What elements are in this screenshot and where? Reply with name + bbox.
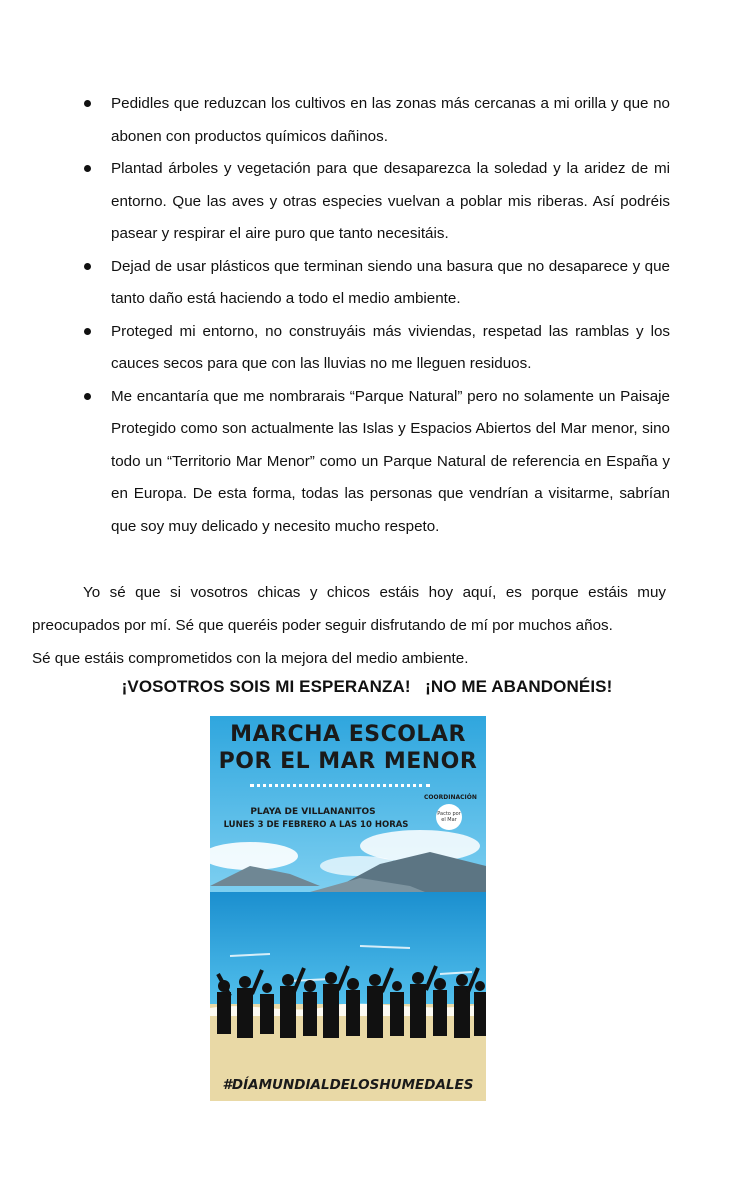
list-item [80,381,670,544]
closing-paragraph-2: Sé que estáis comprometidos con la mejora del medio ambiente. [32,650,469,667]
bullet-dot [84,393,91,400]
bullet-dot [84,100,91,107]
dotted-divider [250,784,430,790]
list-item-text: Pedidles que reduzcan los cultivos en las zonas más cercanas a mi orilla y que no abonen con productos químicos dañinos. [111,95,670,145]
bullet-dot [84,165,91,172]
event-place: PLAYA DE VILLANANITOS [250,807,376,817]
poster-subtitle: POR EL MAR MENOR [218,749,478,774]
list-item [80,88,670,153]
list-item [80,316,670,381]
event-date: LUNES 3 DE FEBRERO A LAS 10 HORAS [223,820,409,830]
coordination-label: COORDINACIÓN [424,794,477,801]
hashtag: #DÍAMUNDIALDELOSHUMEDALES [222,1077,474,1093]
list-item [80,153,670,251]
list-item-text: Dejad de usar plásticos que terminan siendo una basura que no desaparece y que tanto daño está haciendo a todo el medio ambiente. [111,257,670,307]
poster-title: MARCHA ESCOLAR [230,722,466,747]
list-item-text: Me encantaría que me nombrarais “Parque Natural” pero no solamente un Paisaje Protegido como son actualmente las Islas y Espacios Abiertos del Mar menor, sino todo un “Territorio Mar Menor” como un Parque Natural de referencia en España y en Europa. De esta forma, todas las personas que vendrían a visitarme, sabrían que soy muy delicado y necesito mucho respeto. [111,387,670,535]
bullet-list [80,88,670,543]
event-poster [210,716,486,1101]
list-item-text: Proteged mi entorno, no construyáis más viviendas, respetad las ramblas y los cauces secos para que con las lluvias no me lleguen residuos. [111,322,670,372]
list-item-text: Plantad árboles y vegetación para que desaparezca la soledad y la aridez de mi entorno. Que las aves y otras especies vuelvan a poblar mis riberas. Así podréis pasear y respirar el aire puro que tanto necesitáis. [111,160,670,242]
list-item [80,251,670,316]
headline: ¡VOSOTROS SOIS MI ESPERANZA! ¡NO ME ABANDONÉIS! [121,677,613,696]
organizer-logo: Pacto por el Mar [436,804,462,830]
closing-paragraph: Yo sé que si vosotros chicas y chicos estáis hoy aquí, es porque estáis muy preocupados por mí. Sé que queréis poder seguir disfrutando de mí por muchos años. [32,584,666,634]
bullet-dot [84,263,91,270]
bullet-dot [84,328,91,335]
